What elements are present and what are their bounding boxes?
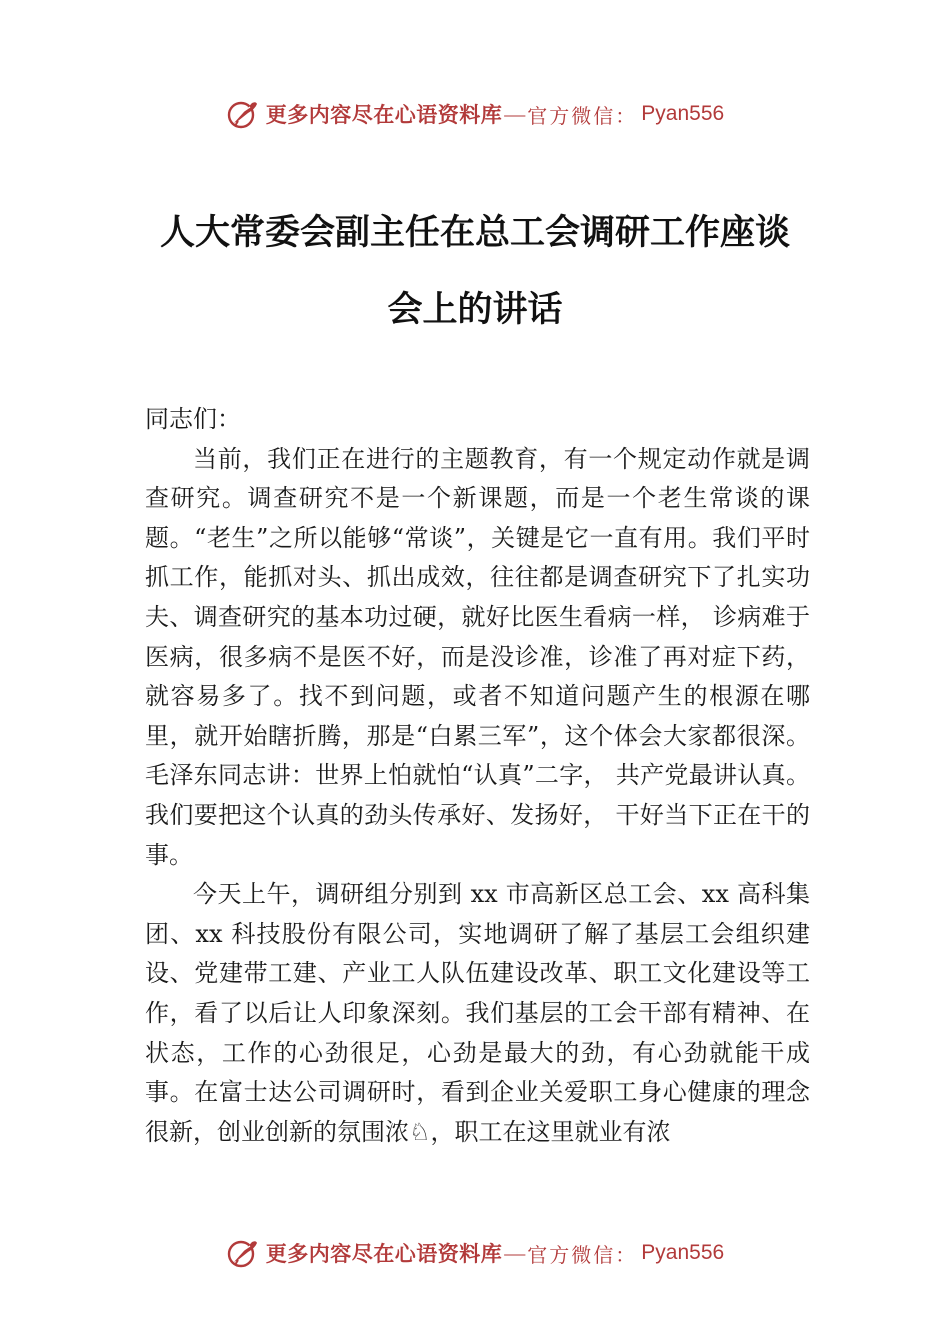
document-title-line-1: 人大常委会副主任在总工会调研工作座谈 xyxy=(159,212,790,253)
document-title-line-2: 会上的讲话 xyxy=(387,289,563,330)
header-banner xyxy=(0,92,950,136)
official-wechat-label: 官方微信： xyxy=(527,103,638,128)
footer-banner xyxy=(0,1231,950,1275)
brand-text: 更多内容尽在心语资料库 xyxy=(265,1241,503,1266)
banner-dash: — xyxy=(504,1240,526,1265)
body-paragraph-2: 今天上午，调研组分别到 xx 市高新区总工会、xx 高科集团、xx 科技股份有限公司，实地调研了解了基层工会组织建设、党建带工建、产业工人队伍建设改革、职工文化建设等工作，看了以后让人印象深刻。我们基层的工会干部有精神、在状态，工作的心劲很足，心劲是最大的劲，有心劲就能干成事。在富士达公司调研时，看到企业关爱职工身心健康的理念很新，创业创新的氛围浓♘，职工在这里就业有浓 xyxy=(145,880,810,1146)
quill-pen-logo-icon xyxy=(226,1236,260,1270)
wechat-id: Pyan556 xyxy=(641,1241,725,1264)
body-paragraph-1: 当前，我们正在进行的主题教育，有一个规定动作就是调查研究。调查研究不是一个新课题，而是一个老生常谈的课题。“老生”之所以能够“常谈”，关键是它一直有用。我们平时抓工作，能抓对头、抓出成效，往往都是调查研究下了扎实功夫、调查研究的基本功过硬，就好比医生看病一样， 诊病难于医病，很多病不是医不好，而是没诊准，诊准了再对症下药，就容易多了。找不到问题，或者不知道问题产生的根源在哪里，就开始瞎折腾，那是“白累三军”，这个体会大家都很深。毛泽东同志讲：世界上怕就怕“认真”二字， 共产党最讲认真。我们要把这个认真的劲头传承好、发扬好， 干好当下正在干的事。 xyxy=(145,444,810,869)
official-wechat-label: 官方微信： xyxy=(527,1242,638,1267)
banner-dash: — xyxy=(504,101,526,126)
quill-pen-logo-icon xyxy=(226,97,260,131)
brand-text: 更多内容尽在心语资料库 xyxy=(265,102,503,127)
salutation: 同志们： xyxy=(145,405,241,433)
document-body xyxy=(145,400,810,1152)
wechat-id: Pyan556 xyxy=(641,102,725,125)
